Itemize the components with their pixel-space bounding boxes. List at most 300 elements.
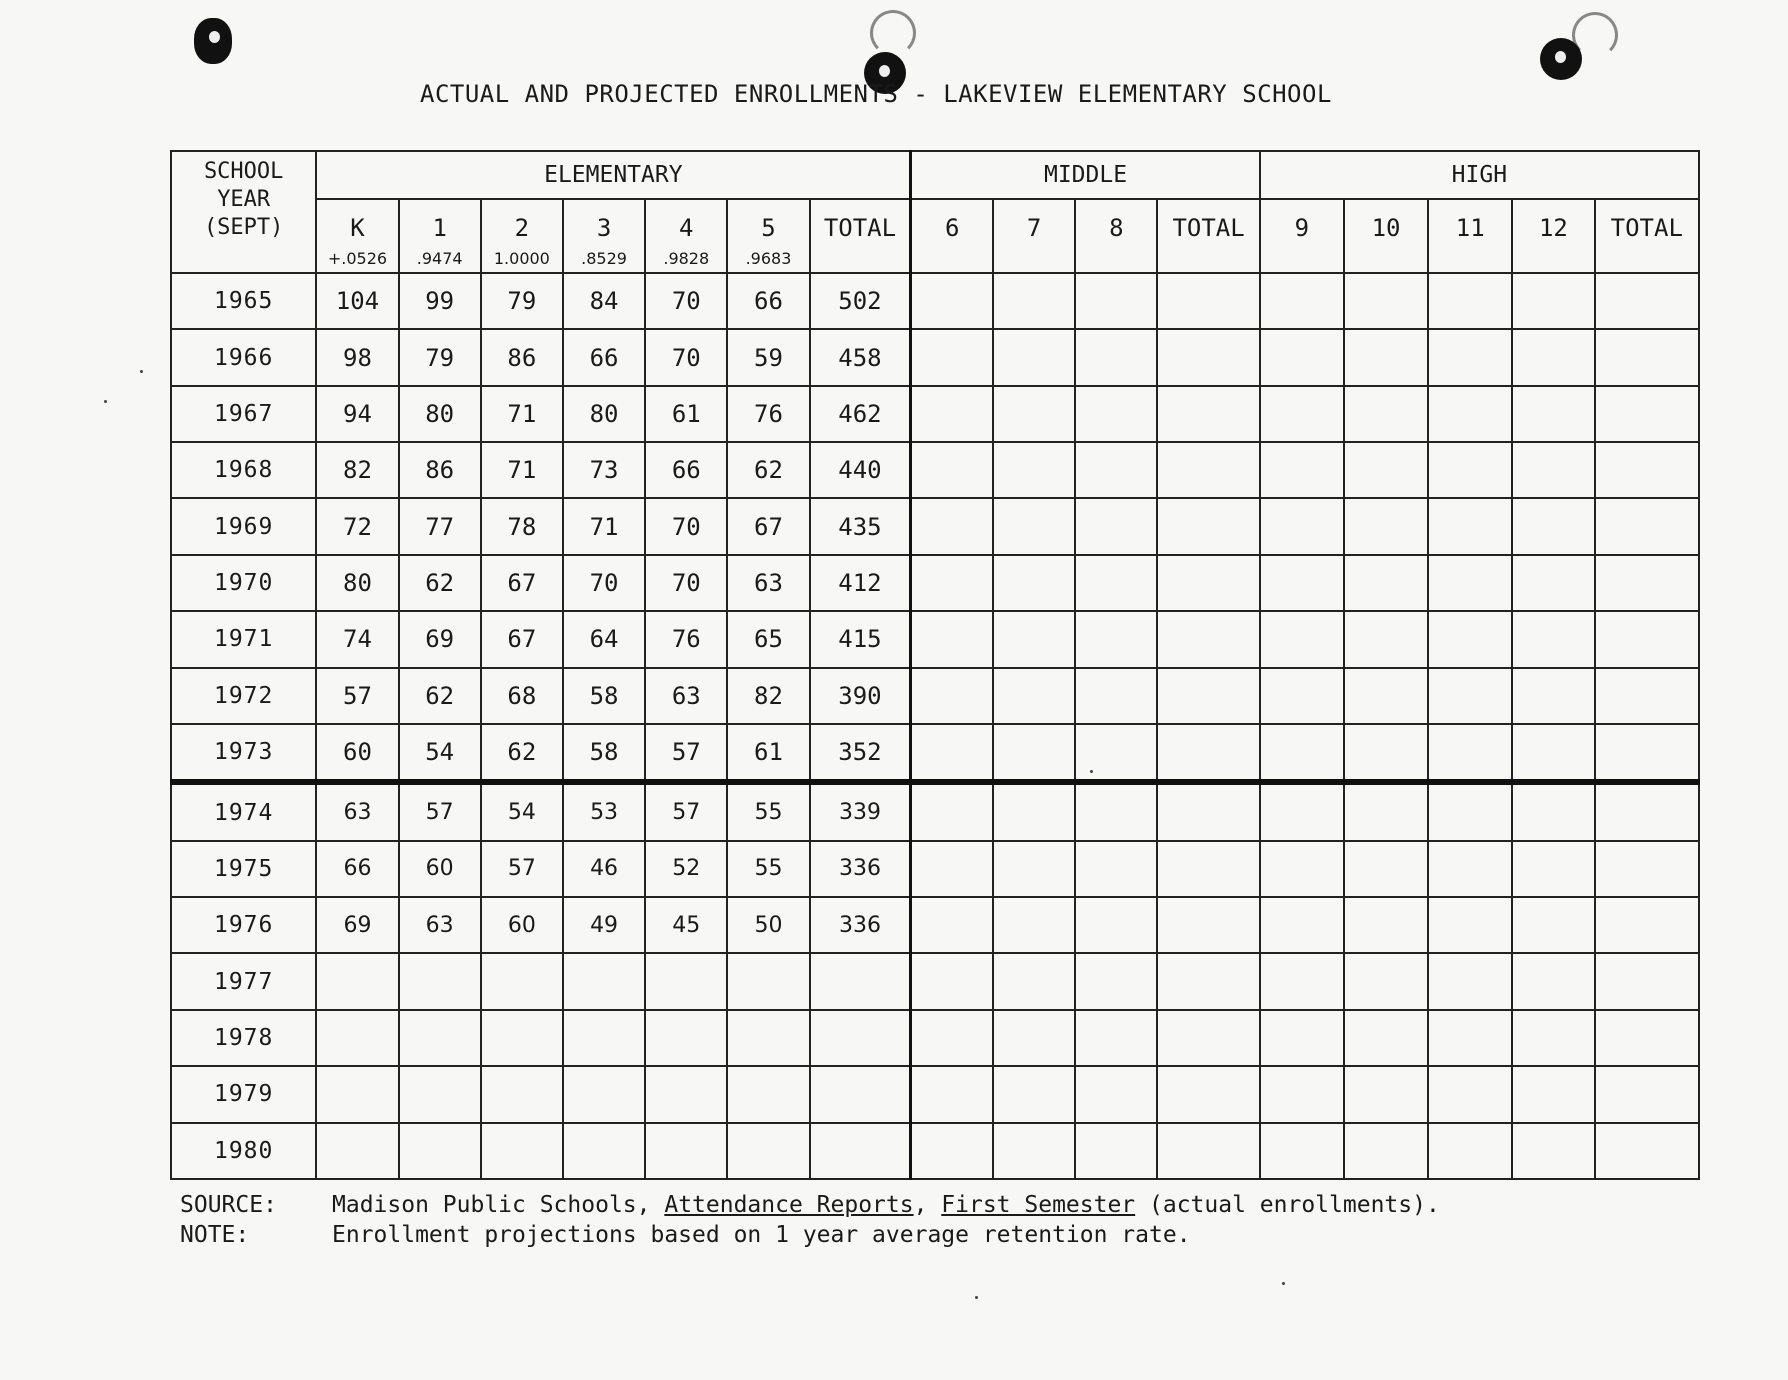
cell-elementary-total: 352 bbox=[810, 724, 911, 782]
cell-elementary-total: 458 bbox=[810, 329, 911, 385]
cell-high-total bbox=[1595, 841, 1699, 897]
cell-grade-2: 86 bbox=[481, 329, 563, 385]
document-title: ACTUAL AND PROJECTED ENROLLMENTS - LAKEVIEW ELEMENTARY SCHOOL bbox=[420, 80, 1332, 108]
punch-hole-left bbox=[194, 18, 232, 64]
cell-grade-6 bbox=[911, 555, 993, 611]
cell-middle-total bbox=[1157, 953, 1259, 1009]
cell-grade-2: 68 bbox=[481, 668, 563, 724]
cell-high-total bbox=[1595, 329, 1699, 385]
cell-elementary-total bbox=[810, 1010, 911, 1066]
cell-grade-4: 70 bbox=[645, 555, 727, 611]
cell-grade-6 bbox=[911, 611, 993, 667]
cell-grade-11 bbox=[1428, 1010, 1512, 1066]
cell-grade-11 bbox=[1428, 724, 1512, 782]
cell-elementary-total bbox=[810, 1123, 911, 1179]
school-year-cell: 1966 bbox=[171, 329, 316, 385]
cell-middle-total bbox=[1157, 555, 1259, 611]
cell-grade-12 bbox=[1512, 841, 1594, 897]
cell-grade-4: 57 bbox=[645, 782, 727, 840]
cell-grade-5 bbox=[727, 1066, 809, 1122]
cell-grade-11 bbox=[1428, 782, 1512, 840]
column-header-grade-9: 9 bbox=[1260, 199, 1344, 273]
cell-grade-1: 57 bbox=[399, 782, 481, 840]
school-year-cell: 1973 bbox=[171, 724, 316, 782]
cell-middle-total bbox=[1157, 329, 1259, 385]
table-body bbox=[171, 273, 1699, 1179]
cell-grade-9 bbox=[1260, 1066, 1344, 1122]
table-row bbox=[171, 1066, 1699, 1122]
school-year-cell: 1972 bbox=[171, 668, 316, 724]
table-row bbox=[171, 668, 1699, 724]
cell-grade-1 bbox=[399, 1066, 481, 1122]
cell-grade-2: 60 bbox=[481, 897, 563, 953]
cell-grade-10 bbox=[1344, 953, 1428, 1009]
cell-grade-2: 71 bbox=[481, 386, 563, 442]
retention-rate: +.0526 bbox=[327, 249, 388, 268]
cell-grade-11 bbox=[1428, 841, 1512, 897]
cell-grade-6 bbox=[911, 1123, 993, 1179]
cell-grade-11 bbox=[1428, 273, 1512, 329]
cell-grade-1: 79 bbox=[399, 329, 481, 385]
source-report-name: Attendance Reports bbox=[664, 1192, 914, 1218]
cell-k: 60 bbox=[316, 724, 398, 782]
cell-grade-5: 63 bbox=[727, 555, 809, 611]
column-header-grade-8: 8 bbox=[1075, 199, 1157, 273]
cell-grade-8 bbox=[1075, 442, 1157, 498]
cell-grade-8 bbox=[1075, 953, 1157, 1009]
table-row bbox=[171, 1123, 1699, 1179]
cell-grade-11 bbox=[1428, 498, 1512, 554]
cell-grade-8 bbox=[1075, 611, 1157, 667]
source-line bbox=[180, 1190, 1440, 1220]
cell-middle-total bbox=[1157, 498, 1259, 554]
cell-grade-5 bbox=[727, 1123, 809, 1179]
column-header-grade-12: 12 bbox=[1512, 199, 1594, 273]
cell-grade-10 bbox=[1344, 724, 1428, 782]
cell-grade-11 bbox=[1428, 386, 1512, 442]
column-header-grade-1 bbox=[399, 199, 481, 273]
column-header-grade-5 bbox=[727, 199, 809, 273]
cell-grade-8 bbox=[1075, 498, 1157, 554]
cell-grade-11 bbox=[1428, 953, 1512, 1009]
enrollment-table bbox=[170, 150, 1700, 1180]
cell-grade-4 bbox=[645, 953, 727, 1009]
cell-elementary-total bbox=[810, 1066, 911, 1122]
cell-grade-12 bbox=[1512, 386, 1594, 442]
note-text: Enrollment projections based on bbox=[332, 1222, 776, 1248]
cell-grade-10 bbox=[1344, 1123, 1428, 1179]
source-text: Madison Public Schools, bbox=[332, 1192, 665, 1218]
cell-grade-10 bbox=[1344, 329, 1428, 385]
cell-grade-4: 63 bbox=[645, 668, 727, 724]
cell-grade-6 bbox=[911, 498, 993, 554]
table-row bbox=[171, 555, 1699, 611]
cell-grade-6 bbox=[911, 668, 993, 724]
cell-grade-9 bbox=[1260, 273, 1344, 329]
retention-rate: .9683 bbox=[745, 249, 792, 268]
cell-grade-6 bbox=[911, 953, 993, 1009]
cell-high-total bbox=[1595, 1066, 1699, 1122]
column-label: K bbox=[350, 214, 365, 242]
cell-grade-5 bbox=[727, 953, 809, 1009]
cell-grade-11 bbox=[1428, 668, 1512, 724]
cell-high-total bbox=[1595, 953, 1699, 1009]
cell-grade-2 bbox=[481, 1010, 563, 1066]
school-year-cell: 1967 bbox=[171, 386, 316, 442]
school-year-cell: 1969 bbox=[171, 498, 316, 554]
cell-grade-3: 64 bbox=[563, 611, 645, 667]
cell-grade-7 bbox=[993, 897, 1075, 953]
cell-grade-8 bbox=[1075, 329, 1157, 385]
cell-grade-8 bbox=[1075, 841, 1157, 897]
cell-grade-10 bbox=[1344, 555, 1428, 611]
cell-grade-6 bbox=[911, 841, 993, 897]
cell-grade-5: 50 bbox=[727, 897, 809, 953]
cell-grade-12 bbox=[1512, 668, 1594, 724]
source-label: SOURCE: bbox=[180, 1192, 277, 1218]
cell-grade-5: 65 bbox=[727, 611, 809, 667]
cell-grade-8 bbox=[1075, 1123, 1157, 1179]
column-label: 5 bbox=[761, 214, 776, 242]
cell-grade-9 bbox=[1260, 841, 1344, 897]
retention-rate: .9474 bbox=[416, 249, 463, 268]
cell-grade-10 bbox=[1344, 668, 1428, 724]
school-year-cell: 1965 bbox=[171, 273, 316, 329]
cell-grade-1 bbox=[399, 1010, 481, 1066]
cell-grade-7 bbox=[993, 1066, 1075, 1122]
cell-middle-total bbox=[1157, 724, 1259, 782]
cell-grade-2: 71 bbox=[481, 442, 563, 498]
cell-middle-total bbox=[1157, 1066, 1259, 1122]
footer-notes bbox=[180, 1190, 1440, 1250]
school-year-cell: 1970 bbox=[171, 555, 316, 611]
column-header-middle-total: TOTAL bbox=[1157, 199, 1259, 273]
cell-grade-9 bbox=[1260, 329, 1344, 385]
cell-grade-3: 49 bbox=[563, 897, 645, 953]
punch-hole-right bbox=[1540, 38, 1582, 80]
cell-grade-4: 70 bbox=[645, 329, 727, 385]
cell-high-total bbox=[1595, 782, 1699, 840]
cell-grade-2: 79 bbox=[481, 273, 563, 329]
cell-grade-7 bbox=[993, 555, 1075, 611]
school-year-header-line: SCHOOL bbox=[203, 159, 284, 184]
school-year-header-line: YEAR bbox=[217, 187, 271, 212]
cell-grade-1: 86 bbox=[399, 442, 481, 498]
cell-grade-2 bbox=[481, 953, 563, 1009]
cell-middle-total bbox=[1157, 611, 1259, 667]
cell-grade-2: 57 bbox=[481, 841, 563, 897]
cell-grade-9 bbox=[1260, 498, 1344, 554]
column-header-grade-3 bbox=[563, 199, 645, 273]
table-row bbox=[171, 841, 1699, 897]
table-row bbox=[171, 273, 1699, 329]
cell-high-total bbox=[1595, 611, 1699, 667]
cell-grade-10 bbox=[1344, 782, 1428, 840]
cell-grade-6 bbox=[911, 386, 993, 442]
retention-rate: 1.0000 bbox=[493, 249, 550, 268]
cell-grade-1: 69 bbox=[399, 611, 481, 667]
column-label: 4 bbox=[679, 214, 694, 242]
paper-speck bbox=[1090, 770, 1093, 773]
cell-grade-8 bbox=[1075, 273, 1157, 329]
cell-high-total bbox=[1595, 442, 1699, 498]
cell-grade-10 bbox=[1344, 1010, 1428, 1066]
cell-k bbox=[316, 953, 398, 1009]
cell-grade-3: 80 bbox=[563, 386, 645, 442]
cell-grade-4 bbox=[645, 1066, 727, 1122]
cell-grade-12 bbox=[1512, 611, 1594, 667]
school-year-cell: 1979 bbox=[171, 1066, 316, 1122]
cell-k: 104 bbox=[316, 273, 398, 329]
cell-grade-7 bbox=[993, 498, 1075, 554]
cell-grade-3: 58 bbox=[563, 724, 645, 782]
cell-grade-12 bbox=[1512, 1123, 1594, 1179]
cell-elementary-total: 412 bbox=[810, 555, 911, 611]
cell-grade-9 bbox=[1260, 897, 1344, 953]
cell-middle-total bbox=[1157, 668, 1259, 724]
school-year-cell: 1975 bbox=[171, 841, 316, 897]
cell-high-total bbox=[1595, 273, 1699, 329]
cell-k: 66 bbox=[316, 841, 398, 897]
table-row bbox=[171, 724, 1699, 782]
school-year-cell: 1968 bbox=[171, 442, 316, 498]
column-label: 3 bbox=[596, 214, 612, 242]
cell-k: 98 bbox=[316, 329, 398, 385]
cell-grade-9 bbox=[1260, 1123, 1344, 1179]
cell-grade-7 bbox=[993, 724, 1075, 782]
cell-grade-3: 73 bbox=[563, 442, 645, 498]
cell-grade-1: 60 bbox=[399, 841, 481, 897]
cell-k: 69 bbox=[316, 897, 398, 953]
cell-grade-4: 52 bbox=[645, 841, 727, 897]
cell-grade-10 bbox=[1344, 897, 1428, 953]
cell-grade-5 bbox=[727, 1010, 809, 1066]
elementary-group-header: ELEMENTARY bbox=[316, 151, 910, 199]
cell-grade-12 bbox=[1512, 724, 1594, 782]
cell-grade-5: 55 bbox=[727, 782, 809, 840]
column-header-grade-2 bbox=[481, 199, 563, 273]
cell-grade-5: 76 bbox=[727, 386, 809, 442]
cell-elementary-total bbox=[810, 953, 911, 1009]
cell-grade-9 bbox=[1260, 668, 1344, 724]
cell-grade-6 bbox=[911, 273, 993, 329]
cell-grade-6 bbox=[911, 329, 993, 385]
cell-grade-4: 57 bbox=[645, 724, 727, 782]
cell-grade-6 bbox=[911, 782, 993, 840]
cell-grade-4: 76 bbox=[645, 611, 727, 667]
cell-grade-1 bbox=[399, 953, 481, 1009]
cell-grade-10 bbox=[1344, 442, 1428, 498]
cell-grade-5: 61 bbox=[727, 724, 809, 782]
school-year-header bbox=[171, 151, 316, 273]
note-years: 1 bbox=[775, 1222, 789, 1248]
cell-high-total bbox=[1595, 1010, 1699, 1066]
paper-speck bbox=[975, 1296, 978, 1299]
cell-grade-3 bbox=[563, 1066, 645, 1122]
cell-grade-6 bbox=[911, 897, 993, 953]
cell-grade-12 bbox=[1512, 953, 1594, 1009]
school-year-header-line: (SEPT) bbox=[203, 215, 284, 240]
cell-grade-4: 61 bbox=[645, 386, 727, 442]
cell-k: 57 bbox=[316, 668, 398, 724]
cell-grade-7 bbox=[993, 329, 1075, 385]
source-semester: First Semester bbox=[941, 1192, 1136, 1218]
cell-grade-1: 80 bbox=[399, 386, 481, 442]
cell-grade-7 bbox=[993, 668, 1075, 724]
cell-grade-5: 62 bbox=[727, 442, 809, 498]
cell-grade-12 bbox=[1512, 1066, 1594, 1122]
cell-grade-12 bbox=[1512, 782, 1594, 840]
cell-grade-12 bbox=[1512, 897, 1594, 953]
note-label: NOTE: bbox=[180, 1222, 250, 1248]
cell-grade-12 bbox=[1512, 329, 1594, 385]
cell-grade-8 bbox=[1075, 386, 1157, 442]
column-header-high-total: TOTAL bbox=[1595, 199, 1699, 273]
table-row bbox=[171, 953, 1699, 1009]
column-header-grade-4 bbox=[645, 199, 727, 273]
cell-k bbox=[316, 1010, 398, 1066]
cell-grade-1: 77 bbox=[399, 498, 481, 554]
column-header-k bbox=[316, 199, 398, 273]
cell-grade-4: 70 bbox=[645, 498, 727, 554]
cell-k: 82 bbox=[316, 442, 398, 498]
source-separator: , bbox=[913, 1192, 942, 1218]
paper-speck bbox=[104, 400, 107, 403]
retention-rate: .9828 bbox=[663, 249, 710, 268]
cell-grade-1: 62 bbox=[399, 555, 481, 611]
retention-rate: .8529 bbox=[581, 249, 627, 268]
cell-grade-9 bbox=[1260, 782, 1344, 840]
cell-grade-6 bbox=[911, 442, 993, 498]
cell-grade-7 bbox=[993, 611, 1075, 667]
cell-grade-9 bbox=[1260, 386, 1344, 442]
cell-grade-4: 70 bbox=[645, 273, 727, 329]
table-row bbox=[171, 442, 1699, 498]
cell-elementary-total: 502 bbox=[810, 273, 911, 329]
source-suffix: (actual enrollments). bbox=[1135, 1192, 1440, 1218]
cell-grade-7 bbox=[993, 1123, 1075, 1179]
school-year-cell: 1978 bbox=[171, 1010, 316, 1066]
cell-grade-3: 84 bbox=[563, 273, 645, 329]
cell-grade-8 bbox=[1075, 782, 1157, 840]
table-row bbox=[171, 897, 1699, 953]
school-year-cell: 1971 bbox=[171, 611, 316, 667]
column-header-elementary-total: TOTAL bbox=[810, 199, 911, 273]
paper-speck bbox=[1282, 1282, 1285, 1285]
cell-grade-2: 67 bbox=[481, 611, 563, 667]
cell-k: 74 bbox=[316, 611, 398, 667]
cell-grade-9 bbox=[1260, 1010, 1344, 1066]
cell-grade-3: 46 bbox=[563, 841, 645, 897]
cell-grade-3: 66 bbox=[563, 329, 645, 385]
column-header-grade-10: 10 bbox=[1344, 199, 1428, 273]
cell-grade-1: 62 bbox=[399, 668, 481, 724]
cell-elementary-total: 435 bbox=[810, 498, 911, 554]
cell-elementary-total: 440 bbox=[810, 442, 911, 498]
cell-grade-5: 67 bbox=[727, 498, 809, 554]
cell-k: 63 bbox=[316, 782, 398, 840]
column-label: 1 bbox=[432, 214, 447, 242]
cell-middle-total bbox=[1157, 386, 1259, 442]
cell-grade-10 bbox=[1344, 273, 1428, 329]
cell-k bbox=[316, 1123, 398, 1179]
cell-grade-9 bbox=[1260, 442, 1344, 498]
cell-grade-6 bbox=[911, 1010, 993, 1066]
cell-grade-2 bbox=[481, 1123, 563, 1179]
cell-grade-7 bbox=[993, 953, 1075, 1009]
cell-grade-11 bbox=[1428, 897, 1512, 953]
cell-grade-1: 99 bbox=[399, 273, 481, 329]
cell-grade-2: 67 bbox=[481, 555, 563, 611]
cell-grade-8 bbox=[1075, 668, 1157, 724]
cell-k: 72 bbox=[316, 498, 398, 554]
cell-grade-8 bbox=[1075, 724, 1157, 782]
cell-k: 80 bbox=[316, 555, 398, 611]
school-year-cell: 1980 bbox=[171, 1123, 316, 1179]
cell-grade-8 bbox=[1075, 1066, 1157, 1122]
cell-grade-12 bbox=[1512, 555, 1594, 611]
cell-high-total bbox=[1595, 1123, 1699, 1179]
cell-grade-10 bbox=[1344, 1066, 1428, 1122]
cell-grade-4 bbox=[645, 1123, 727, 1179]
cell-high-total bbox=[1595, 386, 1699, 442]
column-header-grade-11: 11 bbox=[1428, 199, 1512, 273]
cell-grade-2: 62 bbox=[481, 724, 563, 782]
paper-speck bbox=[140, 370, 143, 373]
cell-grade-2 bbox=[481, 1066, 563, 1122]
cell-grade-3 bbox=[563, 953, 645, 1009]
cell-grade-9 bbox=[1260, 555, 1344, 611]
cell-middle-total bbox=[1157, 1010, 1259, 1066]
cell-grade-6 bbox=[911, 1066, 993, 1122]
table-row bbox=[171, 1010, 1699, 1066]
cell-grade-3: 70 bbox=[563, 555, 645, 611]
cell-high-total bbox=[1595, 498, 1699, 554]
cell-high-total bbox=[1595, 724, 1699, 782]
cell-grade-9 bbox=[1260, 611, 1344, 667]
cell-grade-11 bbox=[1428, 555, 1512, 611]
cell-grade-11 bbox=[1428, 1066, 1512, 1122]
cell-grade-7 bbox=[993, 1010, 1075, 1066]
column-header-grade-7: 7 bbox=[993, 199, 1075, 273]
cell-grade-7 bbox=[993, 273, 1075, 329]
cell-middle-total bbox=[1157, 442, 1259, 498]
cell-grade-5: 55 bbox=[727, 841, 809, 897]
cell-grade-2: 78 bbox=[481, 498, 563, 554]
table-row bbox=[171, 386, 1699, 442]
note-line bbox=[180, 1220, 1440, 1250]
cell-grade-1: 54 bbox=[399, 724, 481, 782]
cell-elementary-total: 390 bbox=[810, 668, 911, 724]
cell-grade-5: 66 bbox=[727, 273, 809, 329]
cell-grade-10 bbox=[1344, 841, 1428, 897]
column-header-grade-6: 6 bbox=[911, 199, 993, 273]
middle-group-header: MIDDLE bbox=[911, 151, 1260, 199]
cell-grade-12 bbox=[1512, 1010, 1594, 1066]
cell-grade-1 bbox=[399, 1123, 481, 1179]
cell-middle-total bbox=[1157, 841, 1259, 897]
cell-grade-4: 45 bbox=[645, 897, 727, 953]
cell-grade-12 bbox=[1512, 498, 1594, 554]
cell-middle-total bbox=[1157, 897, 1259, 953]
cell-grade-3: 53 bbox=[563, 782, 645, 840]
cell-high-total bbox=[1595, 668, 1699, 724]
cell-grade-11 bbox=[1428, 329, 1512, 385]
table-row bbox=[171, 782, 1699, 840]
cell-middle-total bbox=[1157, 782, 1259, 840]
table-row bbox=[171, 498, 1699, 554]
cell-grade-3: 58 bbox=[563, 668, 645, 724]
